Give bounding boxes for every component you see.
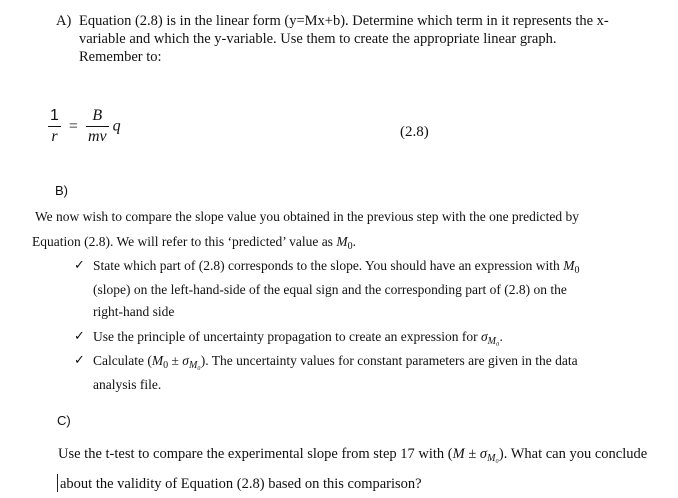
sigma-subscript: M₀ (487, 453, 499, 464)
equation-lhs-numerator: 1 (50, 107, 59, 124)
part-b-intro-line1: We now wish to compare the slope value you obtained in the previous step with the one predicted by (35, 209, 580, 224)
bullet-2-end: . (499, 329, 503, 344)
equation-rhs-numerator: B (92, 107, 103, 124)
check-icon: ✓ (74, 258, 85, 273)
m-symbol: M (452, 446, 465, 462)
sigma-symbol: σ (480, 329, 488, 344)
plus-minus: ± (464, 446, 480, 462)
equation-equals: = (68, 117, 78, 135)
part-c-line1 (58, 446, 647, 464)
bullet-3-text: Calculate ( (93, 353, 152, 368)
m0-symbol: M (151, 353, 164, 368)
part-a-line1: Equation (2.8) is in the linear form (y=Mx+b). Determine which term in it represents the x- (79, 13, 609, 29)
bullet-1-line2: (slope) on the left-hand-side of the equal sign and the corresponding part of (2.8) on the (93, 282, 567, 297)
bullet-3-rest: ). The uncertainty values for constant parameters are given in the data (200, 353, 578, 368)
m0-subscript: 0 (347, 241, 353, 252)
part-b-intro-end: . (352, 234, 356, 249)
equation-rhs-q: q (112, 117, 121, 135)
sigma-symbol: σ (182, 353, 189, 368)
sigma-subscript: M₀ (487, 336, 500, 347)
bullet-3-line2: analysis file. (93, 377, 162, 392)
check-icon: ✓ (74, 353, 85, 368)
part-a-line3: Remember to: (79, 49, 162, 65)
m0-subscript: 0 (574, 265, 580, 276)
text-cursor (57, 474, 58, 492)
part-c-rest: ). What can you conclude (498, 446, 648, 462)
bullet-1-line3: right-hand side (93, 304, 175, 319)
part-a-line2: variable and which the y-variable. Use them to create the appropriate linear graph. (79, 31, 557, 47)
m0-symbol: M (563, 258, 575, 273)
part-c-label: C) (57, 413, 71, 428)
plus-minus: ± (168, 353, 183, 368)
bullet-3-line1 (93, 349, 578, 378)
m0-symbol: M (336, 234, 348, 249)
m0-subscript: 0 (163, 360, 169, 371)
equation-number: (2.8) (400, 124, 429, 140)
part-b-intro-text: Equation (2.8). We will refer to this ‘predicted’ value as (32, 234, 337, 249)
part-b-intro-line2 (32, 234, 356, 252)
equation-lhs-denominator: r (48, 126, 61, 147)
equation-lhs-fraction (48, 106, 61, 147)
check-icon: ✓ (74, 329, 85, 344)
equation-rhs-fraction (86, 106, 109, 147)
part-c-text: Use the t-test to compare the experimental slope from step 17 with ( (58, 446, 453, 462)
part-a-label: A) (56, 13, 72, 29)
part-c-line2: about the validity of Equation (2.8) based on this comparison? (60, 476, 422, 492)
equation-rhs-denominator: mv (87, 128, 107, 145)
equation (48, 106, 121, 147)
sigma-symbol: σ (479, 446, 488, 462)
bullet-2-text: Use the principle of uncertainty propagation to create an expression for (93, 329, 481, 344)
bullet-1-text: State which part of (2.8) corresponds to the slope. You should have an expression with (93, 258, 564, 273)
sigma-subscript: M₀ (188, 360, 201, 371)
part-b-label: B) (55, 183, 68, 198)
